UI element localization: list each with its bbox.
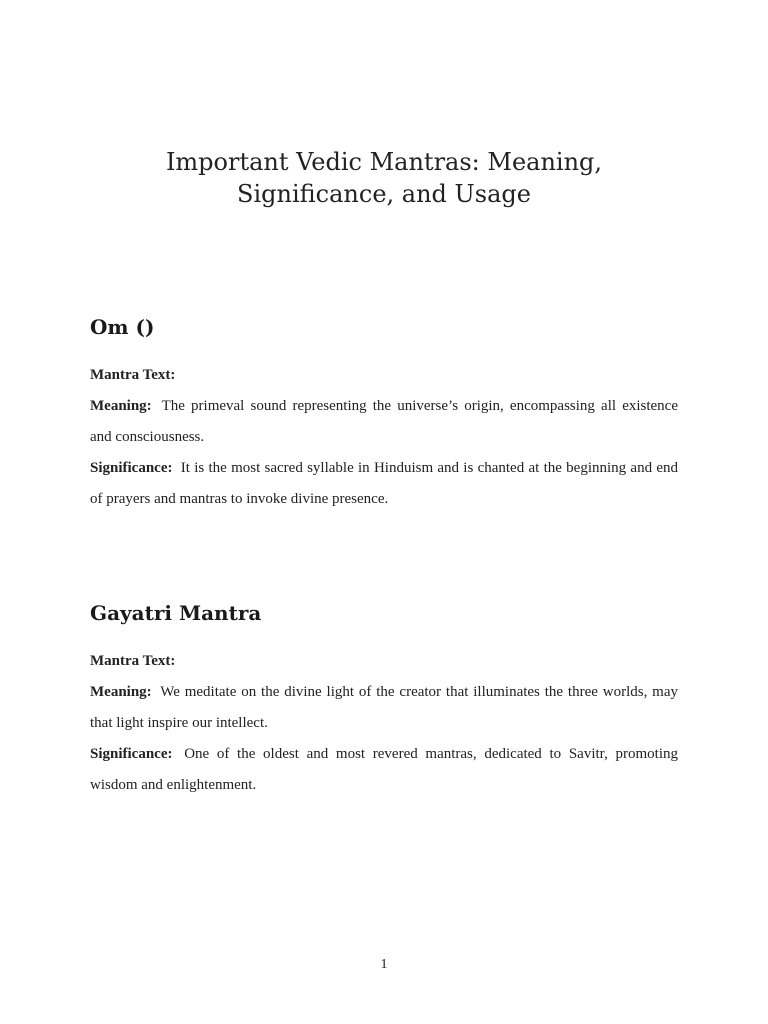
meaning-field [90, 391, 678, 453]
section-gayatri-mantra [90, 600, 678, 801]
significance-field [90, 739, 678, 801]
significance-text: It is the most sacred syllable in Hinduism and is chanted at the beginning and end of prayers and mantras to invoke divine presence. [90, 460, 679, 507]
significance-text: One of the oldest and most revered mantras, dedicated to Savitr, promoting wisdom and enlightenment. [90, 746, 678, 793]
mantra-text-field [90, 360, 678, 391]
significance-label: Significance: [90, 746, 173, 762]
meaning-text: The primeval sound representing the universe’s origin, encompassing all existence and consciousness. [90, 398, 678, 445]
section-om [90, 314, 678, 515]
significance-field [90, 453, 678, 515]
page-number: 1 [380, 957, 388, 972]
significance-label: Significance: [90, 460, 173, 476]
mantra-text-field [90, 646, 678, 677]
meaning-field [90, 677, 678, 739]
meaning-label: Meaning: [90, 398, 152, 414]
section-heading: Gayatri Mantra [90, 601, 262, 625]
mantra-text-label: Mantra Text: [90, 367, 176, 383]
page-title: Important Vedic Mantras: Meaning, Significance, and Usage [165, 148, 603, 208]
section-heading: Om () [90, 315, 155, 339]
meaning-label: Meaning: [90, 684, 152, 700]
mantra-text-label: Mantra Text: [90, 653, 176, 669]
meaning-text: We meditate on the divine light of the creator that illuminates the three worlds, may that light inspire our intellect. [90, 684, 678, 731]
